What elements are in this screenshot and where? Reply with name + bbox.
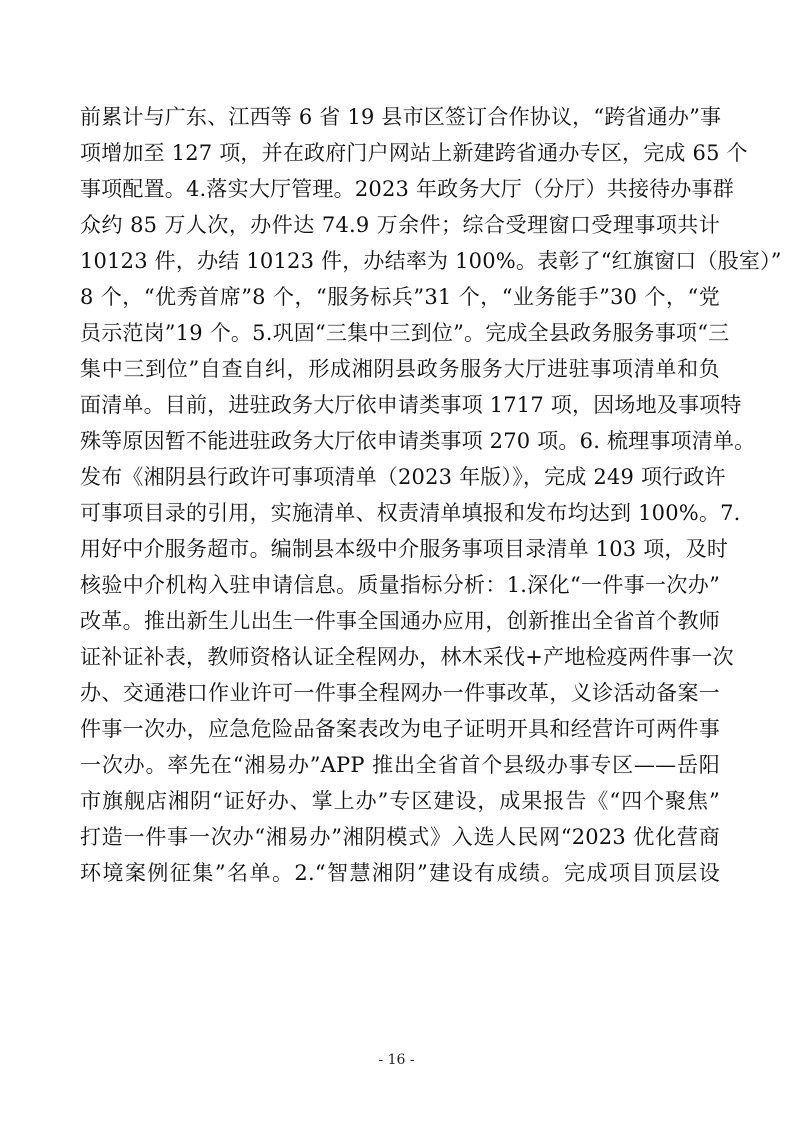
- text-line: 环境案例征集”名单。2.“智慧湘阴”建设有成绩。完成项目顶层设: [80, 861, 720, 885]
- text-line: 集中三到位”自查自纠，形成湘阴县政务服务大厅进驻事项清单和负: [80, 357, 720, 381]
- text-line: 打造一件事一次办“湘易办”湘阴模式》入选人民网“2023 优化营商: [80, 825, 720, 849]
- text-line: 员示范岗”19 个。5.巩固“三集中三到位”。完成全县政务服务事项“三: [80, 321, 730, 345]
- text-line: 发布《湘阴县行政许可事项清单（2023 年版）》，完成 249 项行政许: [80, 465, 726, 489]
- text-line: 一次办。率先在“湘易办”APP 推出全省首个县级办事专区——岳阳: [80, 753, 720, 777]
- text-line: 众约 85 万人次，办件达 74.9 万余件；综合受理窗口受理事项共计: [80, 213, 720, 237]
- body-text: [80, 99, 782, 891]
- text-line: 办、交通港口作业许可一件事全程网办一件事改革，义诊活动备案一: [80, 681, 720, 705]
- text-line: 10123 件，办结 10123 件，办结率为 100%。表彰了“红旗窗口（股室）”: [80, 249, 782, 273]
- page-number: - 16 -: [378, 1052, 415, 1068]
- text-line: 用好中介服务超市。编制县本级中介服务事项目录清单 103 项，及时: [80, 537, 729, 561]
- text-line: 核验中介机构入驻申请信息。质量指标分析：1.深化“一件事一次办”: [80, 573, 720, 597]
- text-line: 件事一次办，应急危险品备案表改为电子证明开具和经营许可两件事: [80, 717, 720, 741]
- text-line: 前累计与广东、江西等 6 省 19 县市区签订合作协议，“跨省通办”事: [80, 105, 722, 129]
- text-line: 面清单。目前，进驻政务大厅依申请类事项 1717 项，因场地及事项特: [80, 393, 742, 417]
- text-line: 证补证补表，教师资格认证全程网办，林木采伐+产地检疫两件事一次: [80, 645, 734, 669]
- text-line: 改革。推出新生儿出生一件事全国通办应用，创新推出全省首个教师: [80, 609, 720, 633]
- text-line: 可事项目录的引用，实施清单、权责清单填报和发布均达到 100%。7.: [80, 501, 741, 525]
- text-line: 8 个，“优秀首席”8 个，“服务标兵”31 个，“业务能手”30 个，“党: [80, 285, 720, 309]
- text-line: 项增加至 127 项，并在政府门户网站上新建跨省通办专区，完成 65 个: [80, 141, 748, 165]
- text-line: 市旗舰店湘阴“证好办、掌上办”专区建设，成果报告《“四个聚焦”: [80, 789, 720, 813]
- text-line: 事项配置。4.落实大厅管理。2023 年政务大厅（分厅）共接待办事群: [80, 177, 734, 201]
- text-line: 殊等原因暂不能进驻政务大厅依申请类事项 270 项。6. 梳理事项清单。: [80, 429, 756, 453]
